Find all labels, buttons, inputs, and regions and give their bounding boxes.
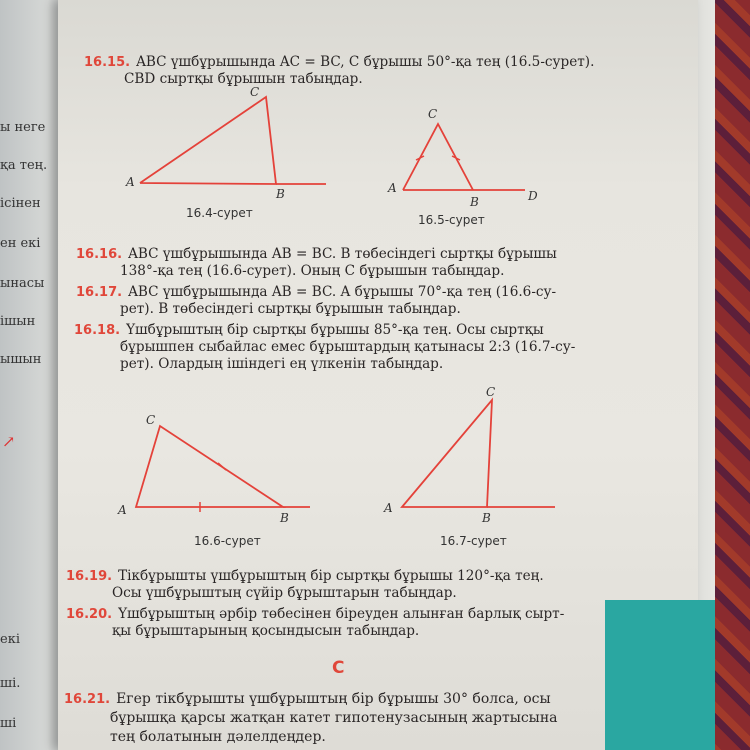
label-b: B <box>276 187 285 201</box>
triangle-abc <box>140 97 276 184</box>
label-c: C <box>486 385 496 399</box>
problem-line: ABC үшбұрышында AC = BC, C бұрышы 50°-қа тең (16.5-сурет). <box>136 54 595 70</box>
problem-line: рет). B төбесіндегі сыртқы бұрышын табыңдар. <box>120 301 461 317</box>
problem-number: 16.20. <box>66 607 113 622</box>
problem-line: қы бұрыштарының қосындысын табыңдар. <box>112 623 420 639</box>
problem-number: 16.16. <box>76 247 123 262</box>
problem-number: 16.15. <box>84 55 131 70</box>
label-b: B <box>482 511 491 525</box>
problem-16-18 <box>74 322 626 373</box>
problem-16-20 <box>66 606 626 640</box>
triangle-abc <box>136 426 283 507</box>
left-fragment: екі <box>0 632 20 647</box>
figure-16-6 <box>117 413 310 525</box>
problem-16-16 <box>76 246 626 280</box>
left-fragment: ышын <box>0 352 42 367</box>
problem-16-17 <box>76 284 626 318</box>
problem-line: ABC үшбұрышында AB = BC. B төбесіндегі сыртқы бұрышы <box>128 246 557 262</box>
label-a: A <box>384 501 393 515</box>
problem-number: 16.18. <box>74 323 121 338</box>
problem-line: рет). Олардың ішіндегі ең үлкенін табыңдар. <box>120 356 444 372</box>
problem-line: Егер тікбұрышты үшбұрыштың бір бұрышы 30° болса, осы <box>116 691 551 707</box>
label-c: C <box>146 413 156 427</box>
label-d: D <box>528 189 538 203</box>
label-a: A <box>388 181 397 195</box>
problem-number: 16.19. <box>66 569 113 584</box>
problem-line: ABC үшбұрышында AB = BC. A бұрышы 70°-қа тең (16.6-су- <box>128 284 557 300</box>
caption-16-4: 16.4-сурет <box>186 206 253 220</box>
left-fragment: ші. <box>0 676 21 691</box>
problem-line: CBD сыртқы бұрышын табыңдар. <box>124 71 363 87</box>
figure-16-5 <box>387 107 538 209</box>
problem-16-21 <box>64 690 624 747</box>
tick-mark <box>218 463 226 470</box>
left-fragment: ші <box>0 716 17 731</box>
problem-line: Үшбұрыштың әрбір төбесінен біреуден алынған барлық сырт- <box>118 606 565 622</box>
left-fragment: ы неге <box>0 120 46 135</box>
problem-number: 16.17. <box>76 285 123 300</box>
label-c: C <box>428 107 438 121</box>
label-c: C <box>250 85 260 99</box>
caption-16-5: 16.5-сурет <box>418 213 485 227</box>
left-fragment: ынасы <box>0 276 45 291</box>
problem-number: 16.21. <box>64 692 111 707</box>
triangle-abc <box>403 124 473 190</box>
left-fragment: қа тең. <box>0 158 48 173</box>
problem-line: Тікбұрышты үшбұрыштың бір сыртқы бұрышы 120°-қа тең. <box>118 568 544 584</box>
label-b: B <box>470 195 479 209</box>
problem-line: тең болатынын дәлелдеңдер. <box>110 729 326 745</box>
arrow-icon: ↗ <box>2 432 16 451</box>
problem-line: бұрышпен сыбайлас емес бұрыштардың қатынасы 2:3 (16.7-су- <box>120 339 576 355</box>
triangle-abc <box>402 400 492 507</box>
label-b: B <box>280 511 289 525</box>
label-a: A <box>118 503 127 517</box>
problem-line: бұрышқа қарсы жатқан катет гипотенузасының жартысына <box>110 710 558 726</box>
figure-16-4 <box>125 85 326 201</box>
label-a: A <box>126 175 135 189</box>
problem-line: Осы үшбұрыштың сүйір бұрыштарын табыңдар. <box>112 585 457 601</box>
left-fragment: ен екі <box>0 236 41 251</box>
problem-16-19 <box>66 568 626 602</box>
caption-16-6: 16.6-сурет <box>194 534 261 548</box>
caption-16-7: 16.7-сурет <box>440 534 507 548</box>
problem-line: Үшбұрыштың бір сыртқы бұрышы 85°-қа тең. Осы сыртқы <box>126 322 544 338</box>
left-fragment: ісінен <box>0 196 41 211</box>
section-letter: C <box>332 658 345 678</box>
problem-line: 138°-қа тең (16.6-сурет). Оның C бұрышын табыңдар. <box>120 263 505 279</box>
left-fragment: ішын <box>0 314 36 329</box>
figure-16-7 <box>383 385 555 525</box>
